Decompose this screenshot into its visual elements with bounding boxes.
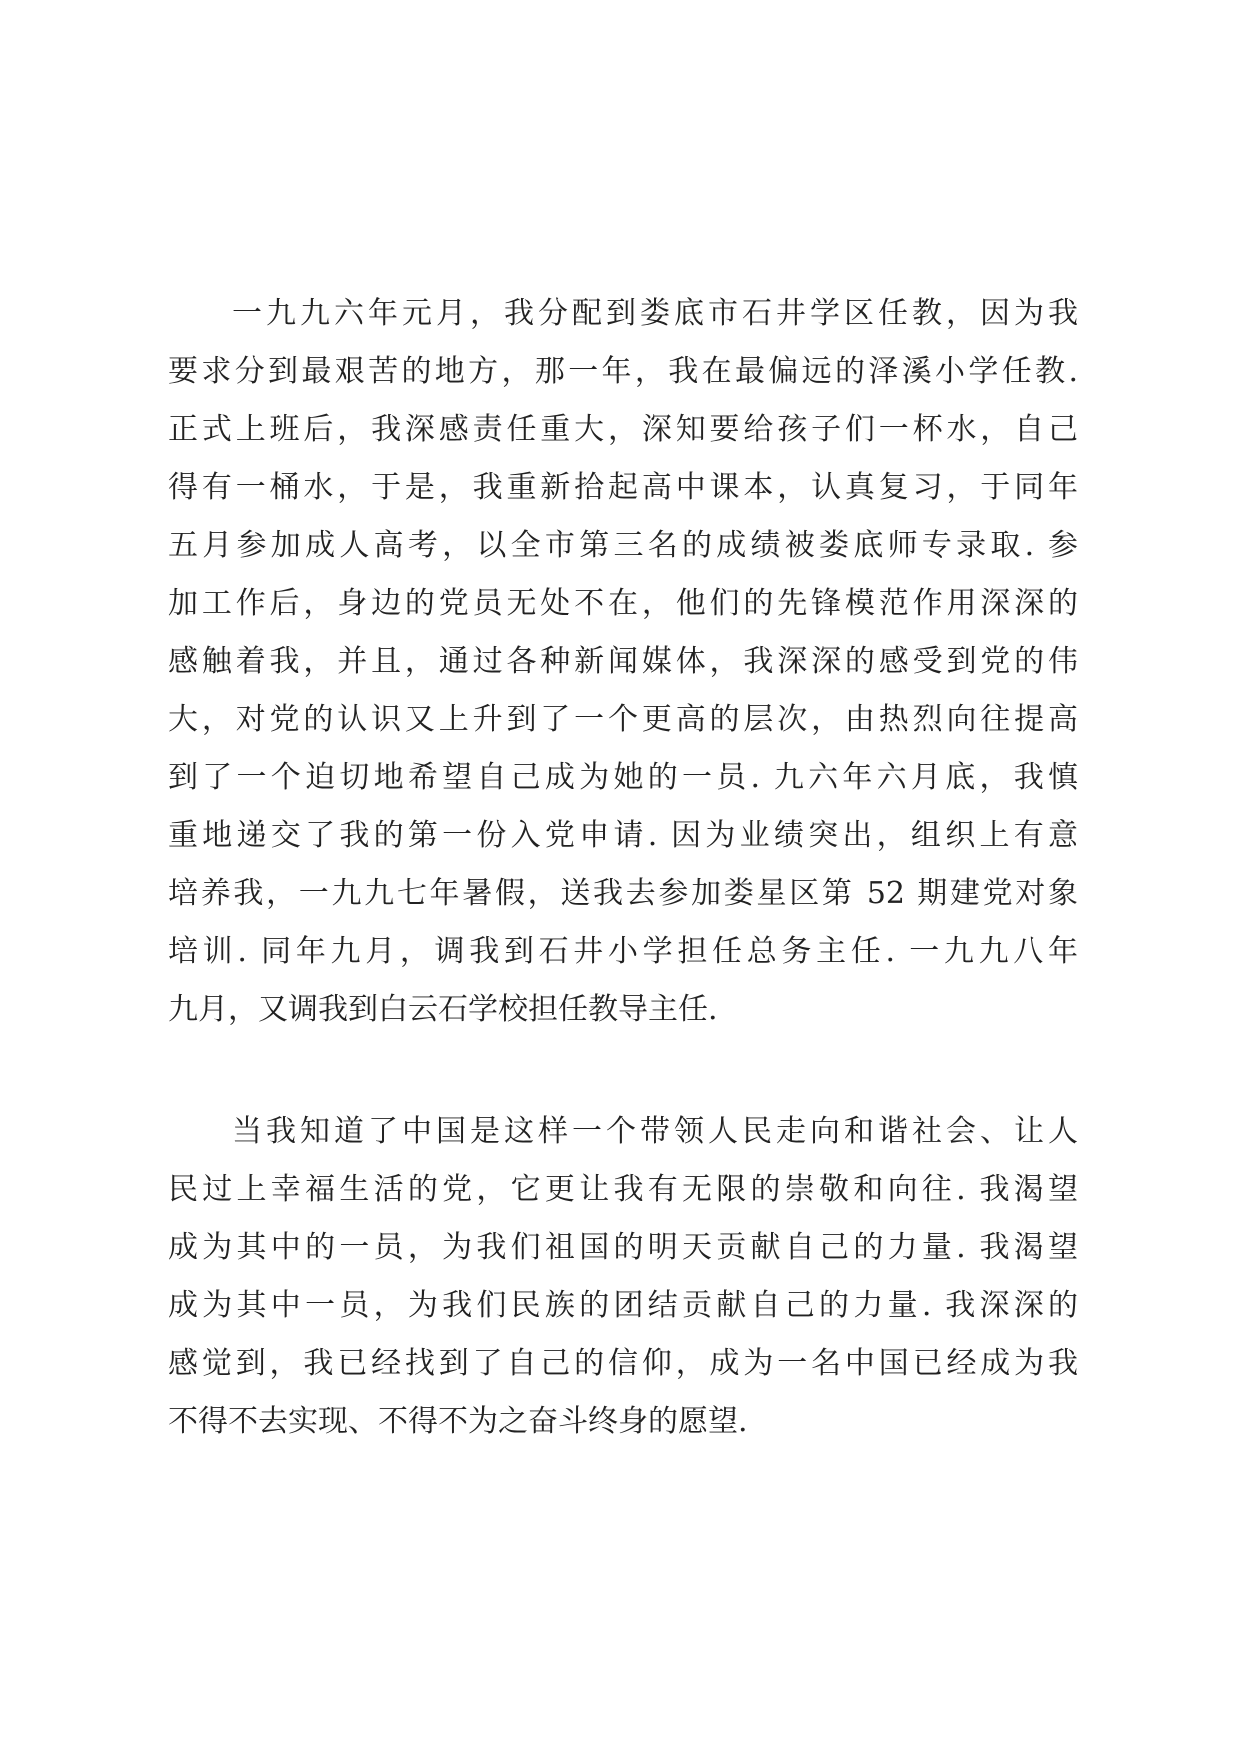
paragraph-line: 得有一桶水，于是，我重新拾起高中课本，认真复习，于同年 bbox=[168, 470, 1078, 505]
paragraph-line: 到了一个迫切地希望自己成为她的一员. 九六年六月底，我慎 bbox=[168, 760, 1078, 795]
paragraph-line: 培训. 同年九月，调我到石井小学担任总务主任. 一九九八年 bbox=[168, 934, 1078, 969]
paragraph-line: 大，对党的认识又上升到了一个更高的层次，由热烈向往提高 bbox=[168, 702, 1078, 737]
paragraph-2 bbox=[168, 1103, 1078, 1451]
paragraph-line: 成为其中的一员，为我们祖国的明天贡献自己的力量. 我渴望 bbox=[168, 1230, 1078, 1265]
paragraph-1 bbox=[168, 285, 1078, 1039]
paragraph-line: 九月，又调我到白云石学校担任教导主任. bbox=[168, 992, 718, 1027]
paragraph-line: 一九九六年元月，我分配到娄底市石井学区任教，因为我 bbox=[232, 296, 1078, 331]
paragraph-line: 不得不去实现、不得不为之奋斗终身的愿望. bbox=[168, 1404, 748, 1439]
paragraph-line: 成为其中一员，为我们民族的团结贡献自己的力量. 我深深的 bbox=[168, 1288, 1078, 1323]
paragraph-line: 民过上幸福生活的党，它更让我有无限的崇敬和向往. 我渴望 bbox=[168, 1172, 1078, 1207]
paragraph-line: 加工作后，身边的党员无处不在，他们的先锋模范作用深深的 bbox=[168, 586, 1078, 621]
paragraph-line: 感触着我，并且，通过各种新闻媒体，我深深的感受到党的伟 bbox=[168, 644, 1078, 679]
paragraph-line: 重地递交了我的第一份入党申请. 因为业绩突出，组织上有意 bbox=[168, 818, 1078, 853]
paragraph-line: 五月参加成人高考，以全市第三名的成绩被娄底师专录取. 参 bbox=[168, 528, 1078, 563]
paragraph-line: 感觉到，我已经找到了自己的信仰，成为一名中国已经成为我 bbox=[168, 1346, 1078, 1381]
paragraph-line: 正式上班后，我深感责任重大，深知要给孩子们一杯水，自己 bbox=[168, 412, 1078, 447]
paragraph-line: 要求分到最艰苦的地方，那一年，我在最偏远的泽溪小学任教. bbox=[168, 354, 1078, 389]
paragraph-line: 当我知道了中国是这样一个带领人民走向和谐社会、让人 bbox=[232, 1114, 1078, 1149]
paragraph-line: 培养我，一九九七年暑假，送我去参加娄星区第 52 期建党对象 bbox=[168, 876, 1078, 911]
